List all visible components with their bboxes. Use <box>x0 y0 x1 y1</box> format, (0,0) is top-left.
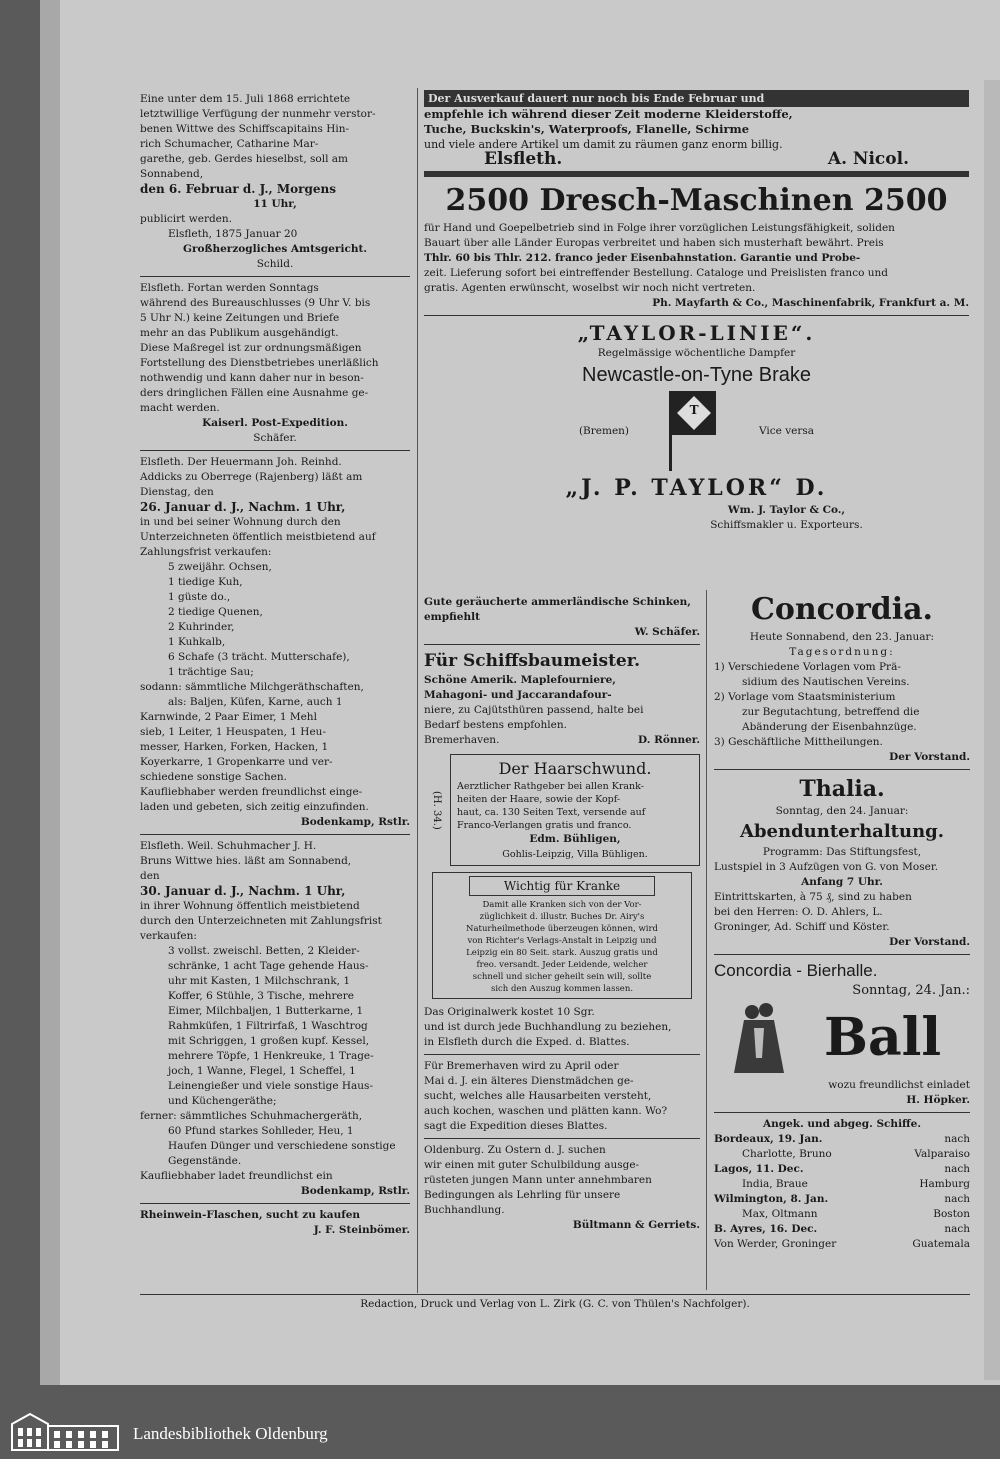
text-line: gratis. Agenten erwünscht, woselbst wir noch nicht vertreten. <box>424 282 756 294</box>
text-line: nothwendig und kann daher nur in beson- <box>140 372 364 384</box>
text-line: heiten der Haare, sowie der Kopf- <box>457 794 621 805</box>
notice-auction-addicks <box>140 455 410 830</box>
text-line: ferner: sämmtliches Schuhmachergeräth, <box>140 1110 363 1122</box>
text-line: Vice versa <box>759 424 815 437</box>
ship-port: B. Ayres, 16. Dec. <box>714 1223 818 1235</box>
text-line: Mai d. J. ein älteres Dienstmädchen ge- <box>424 1075 634 1087</box>
text-line: für Hand und Goepelbetrieb sind in Folge ihrer vorzüglichen Leistungsfähigkeit, soliden <box>424 222 895 234</box>
text-line: sodann: sämmtliche Milchgeräthschaften, <box>140 681 364 693</box>
ad-name: A. Nicol. <box>827 149 909 169</box>
text-line: schiedene sonstige Sachen. <box>140 771 287 783</box>
list-item: schränke, 1 acht Tage gehende Haus- <box>168 960 369 972</box>
ad-dienstmaedchen <box>424 1059 700 1134</box>
ad-title: „TAYLOR-LINIE“. <box>577 321 816 345</box>
text-line: Regelmässige wöchentliche Dampfer <box>597 347 796 359</box>
signature: Ph. Mayfarth & Co., Maschinenfabrik, Frankfurt a. M. <box>652 297 969 309</box>
text-line: bei den Herren: O. D. Ahlers, L. <box>714 906 883 918</box>
firm-name: Wm. J. Taylor & Co., <box>727 504 846 516</box>
text-line: und viele andere Artikel um damit zu räumen ganz enorm billig. <box>424 138 783 151</box>
text-line: in und bei seiner Wohnung durch den <box>140 516 341 528</box>
text-line: Programm: Das Stiftungsfest, <box>762 846 922 858</box>
ad-schinken <box>424 595 700 640</box>
signature: Edm. Bühligen, <box>529 833 621 845</box>
divider <box>140 1203 410 1204</box>
text-line: garethe, geb. Gerdes hieselbst, soll am <box>140 153 348 165</box>
text-line: Elsfleth. Der Heuermann Joh. Reinhd. <box>140 456 342 468</box>
text-line: Naturheilmethode überzeugen können, wird <box>466 924 658 934</box>
text-line: sagt die Expedition dieses Blattes. <box>424 1120 608 1132</box>
text-line: Tagesordnung: <box>789 646 895 658</box>
text-line: haut, ca. 130 Seiten Text, versende auf <box>457 807 646 818</box>
list-item: 2) Vorlage vom Staatsministerium <box>714 691 896 703</box>
ad-lehrling <box>424 1143 700 1233</box>
notice-date: 26. Januar d. J., Nachm. 1 Uhr, <box>140 500 346 514</box>
route: Newcastle-on-Tyne Brake <box>582 364 811 386</box>
ship-name: Max, Oltmann <box>742 1208 818 1220</box>
text-line: Sonnabend, <box>140 168 204 180</box>
text-line: Thlr. 60 bis Thlr. 212. franco jeder Eisenbahnstation. Garantie und Probe- <box>424 252 861 264</box>
ad-thalia <box>714 774 970 950</box>
text-line: in ihrer Wohnung öffentlich meistbietend <box>140 900 360 912</box>
divider <box>140 450 410 451</box>
text-line: rich Schumacher, Catharine Mar- <box>140 138 319 150</box>
text-line: Kaufliebhaber ladet freundlichst ein <box>140 1170 333 1182</box>
signature: Kaiserl. Post-Expedition. <box>202 417 348 429</box>
text-line: Bauart über alle Länder Europas verbreitet und haben sich musterhaft bewährt. Preis <box>424 237 884 249</box>
text-line: Sonntag, 24. Jan.: <box>852 983 970 998</box>
ship-name: Charlotte, Bruno <box>742 1148 832 1160</box>
text-line: 60 Pfund starkes Sohlleder, Heu, 1 <box>168 1125 354 1137</box>
right-column <box>714 590 970 1252</box>
ad-nicol <box>424 90 969 167</box>
ad-code: (H. 34.) <box>431 790 442 830</box>
text-line: Diese Maßregel ist zur ordnungsmäßigen <box>140 342 362 354</box>
ad-originalwerk <box>424 1005 700 1050</box>
top-ads <box>424 90 969 533</box>
text-line: Karnwinde, 2 Paar Eimer, 1 Mehl <box>140 711 317 723</box>
column-rule <box>706 590 707 1290</box>
divider <box>424 644 700 645</box>
text-line: Franco-Verlangen gratis und franco. <box>457 820 632 831</box>
text-line: rüsteten jungen Mann unter annehmbaren <box>424 1174 652 1186</box>
text-line: (Bremen) <box>578 424 630 437</box>
text-line: Bruns Wittwe hies. läßt am Sonnabend, <box>140 855 352 867</box>
library-name: Landesbibliothek Oldenburg <box>133 1424 328 1443</box>
imprint-text: Redaction, Druck und Verlag von L. Zirk (G. C. von Thülen's Nachfolger). <box>360 1298 750 1310</box>
imprint <box>140 1294 970 1312</box>
text-line: Mahagoni- und Jaccarandafour- <box>424 689 612 701</box>
ship-port: Lagos, 11. Dec. <box>714 1163 804 1175</box>
ad-title: Der Haarschwund. <box>498 759 652 778</box>
ship-dest: nach <box>944 1133 970 1145</box>
ship-dest: nach <box>944 1223 970 1235</box>
text-line: Dienstag, den <box>140 486 214 498</box>
ad-title: 2500 Dresch-Maschinen 2500 <box>445 183 948 218</box>
signature: D. Rönner. <box>638 734 700 746</box>
text-line: Haufen Dünger und verschiedene sonstige <box>168 1140 396 1152</box>
text-line: Rheinwein-Flaschen, sucht zu kaufen <box>140 1209 361 1221</box>
divider <box>714 1112 970 1113</box>
divider <box>714 954 970 955</box>
text-line: Zahlungsfrist verkaufen: <box>140 546 272 558</box>
ad-concordia <box>714 590 970 765</box>
text-line: wir einen mit guter Schulbildung ausge- <box>424 1159 640 1171</box>
list-item: zur Begutachtung, betreffend die <box>742 706 920 718</box>
list-item: 1 tiedige Kuh, <box>168 576 243 588</box>
left-column <box>140 92 410 1238</box>
text-line: sieb, 1 Leiter, 1 Heuspaten, 1 Heu- <box>140 726 326 738</box>
notice-date: 30. Januar d. J., Nachm. 1 Uhr, <box>140 884 346 898</box>
text-line: Kaufliebhaber werden freundlichst einge- <box>140 786 363 798</box>
notice-rheinwein <box>140 1208 410 1238</box>
text-line: Für Bremerhaven wird zu April oder <box>424 1060 619 1072</box>
divider <box>424 1054 700 1055</box>
text-line: 5 Uhr N.) keine Zeitungen und Briefe <box>140 312 340 324</box>
list-item: 6 Schafe (3 trächt. Mutterschafe), <box>168 651 350 663</box>
list-item: 5 zweijähr. Ochsen, <box>168 561 272 573</box>
list-item: sidium des Nautischen Vereins. <box>742 676 910 688</box>
ad-title: Thalia. <box>799 776 885 802</box>
list-item: Eimer, Milchbaljen, 1 Butterkarne, 1 <box>168 1005 364 1017</box>
text-line: Addicks zu Oberrege (Rajenberg) läßt am <box>140 471 363 483</box>
ship-dest: nach <box>944 1163 970 1175</box>
text-line: schnell und sicher geheilt sein will, sollte <box>472 972 652 982</box>
signature-name: Schäfer. <box>253 432 297 444</box>
text-line: Fortstellung des Dienstbetriebes unerläßlich <box>140 357 379 369</box>
list-item: 3 vollst. zweischl. Betten, 2 Kleider- <box>168 945 360 957</box>
text-line: Oldenburg. Zu Ostern d. J. suchen <box>424 1144 606 1156</box>
ship-port: Bordeaux, 19. Jan. <box>714 1133 823 1145</box>
list-item: mehrere Töpfe, 1 Henkreuke, 1 Trage- <box>168 1050 374 1062</box>
text-line: Eintrittskarten, à 75 ₰, sind zu haben <box>714 891 912 903</box>
list-item: 2 Kuhrinder, <box>168 621 235 633</box>
ad-taylor-linie <box>424 320 969 533</box>
divider <box>424 1138 700 1139</box>
text-line: Damit alle Kranken sich von der Vor- <box>482 900 642 910</box>
text-line: von Richter's Verlags-Anstalt in Leipzig und <box>467 936 657 946</box>
text-line: Gute geräucherte ammerländische Schinken, empfiehlt <box>424 596 691 623</box>
signature: Der Vorstand. <box>889 936 970 948</box>
signature: Bültmann & Gerriets. <box>572 1219 700 1231</box>
text-line: den <box>140 870 160 882</box>
text-line: empfehle ich während dieser Zeit moderne Kleiderstoffe, <box>424 107 793 121</box>
list-item: mit Schriggen, 1 großen kupf. Kessel, <box>168 1035 370 1047</box>
text-line: Groninger, Ad. Schiff und Köster. <box>714 921 890 933</box>
text-line: laden und gebeten, sich zeitig einzufinden. <box>140 801 369 813</box>
text-line: Schöne Amerik. Maplefourniere, <box>424 674 616 686</box>
text-line: als: Baljen, Küfen, Karne, auch 1 <box>168 696 343 708</box>
text-line: benen Wittwe des Schiffscapitains Hin- <box>140 123 350 135</box>
list-item: 2 tiedige Quenen, <box>168 606 263 618</box>
ad-place: Elsfleth. <box>484 149 563 169</box>
divider <box>424 171 969 177</box>
text-line: Buchhandlung. <box>424 1204 505 1216</box>
list-item: 1 trächtige Sau; <box>168 666 254 678</box>
middle-column <box>424 595 700 1233</box>
text-line: Lustspiel in 3 Aufzügen von G. von Moser. <box>714 861 939 873</box>
text-line: auch kochen, waschen und plätten kann. Wo? <box>424 1105 668 1117</box>
notice-date: den 6. Februar d. J., Morgens <box>140 182 336 196</box>
ship-dest: Boston <box>933 1208 970 1220</box>
ad-title: Für Schiffsbaumeister. <box>424 651 641 671</box>
ship-name: Von Werder, Groninger <box>714 1238 837 1250</box>
list-item: Rahmküfen, 1 Filtrirfaß, 1 Waschtrog <box>168 1020 368 1032</box>
ball-title: Ball <box>824 1007 942 1068</box>
list-item: joch, 1 Wanne, Flegel, 1 Scheffel, 1 <box>168 1065 356 1077</box>
text-line: Das Originalwerk kostet 10 Sgr. <box>424 1006 595 1018</box>
ship-dest: Hamburg <box>919 1178 970 1190</box>
text-line: publicirt werden. <box>140 213 232 225</box>
flag-icon <box>669 391 719 471</box>
ship-dest: Valparaiso <box>914 1148 970 1160</box>
text-line: durch den Unterzeichneten mit Zahlungsfrist <box>140 915 382 927</box>
notice-post <box>140 281 410 446</box>
list-item: 1 Kuhkalb, <box>168 636 226 648</box>
ad-title: Concordia - Bierhalle. <box>714 961 878 980</box>
ship-dest: nach <box>944 1193 970 1205</box>
list-item: Abänderung der Eisenbahnzüge. <box>742 721 917 733</box>
ad-dreschmaschinen <box>424 181 969 311</box>
ad-wichtig-fuer-kranke <box>432 872 692 999</box>
divider <box>140 834 410 835</box>
company-name: „J. P. TAYLOR“ D. <box>565 475 828 501</box>
text-line: in Elsfleth durch die Exped. d. Blattes. <box>424 1036 630 1048</box>
signature: Großherzogliches Amtsgericht. <box>183 243 367 255</box>
text-line: sich den Auszug kommen lassen. <box>490 984 634 994</box>
ad-schiffsbaumeister <box>424 649 700 748</box>
divider <box>714 769 970 770</box>
dancing-couple-icon <box>714 998 804 1078</box>
text-line: Aerztlicher Rathgeber bei allen Krank- <box>457 781 644 792</box>
text-line: Elsfleth. Fortan werden Sonntags <box>140 282 319 294</box>
notice-testament <box>140 92 410 272</box>
signature: Bodenkamp, Rstlr. <box>300 1185 410 1197</box>
section-title: Angek. und abgeg. Schiffe. <box>762 1118 922 1130</box>
signature: Bodenkamp, Rstlr. <box>300 816 410 828</box>
event-title: Abendunterhaltung. <box>739 821 945 842</box>
text-line: Anfang 7 Uhr. <box>801 876 883 888</box>
ship-port: Wilmington, 8. Jan. <box>714 1193 829 1205</box>
ships-list <box>714 1117 970 1252</box>
text-line: niere, zu Cajütsthüren passend, halte bei <box>424 704 644 716</box>
text-line: und ist durch jede Buchhandlung zu beziehen, <box>424 1021 672 1033</box>
text-line: Bedingungen als Lehrling für unsere <box>424 1189 621 1201</box>
next-page-edge <box>984 80 1000 1380</box>
list-item: 1) Verschiedene Vorlagen vom Prä- <box>714 661 901 673</box>
text-line: Elsfleth, 1875 Januar 20 <box>168 228 298 240</box>
text-line: Eine unter dem 15. Juli 1868 errichtete <box>140 93 351 105</box>
text-line: letztwillige Verfügung der nunmehr verstor- <box>140 108 376 120</box>
text-line: Gohlis-Leipzig, Villa Bühligen. <box>502 849 648 860</box>
ad-place: Bremerhaven. <box>424 734 500 746</box>
text-line: Tuche, Buckskin's, Waterproofs, Flanelle, Schirme <box>424 122 750 136</box>
text-line: mehr an das Publikum ausgehändigt. <box>140 327 339 339</box>
text-line: züglichkeit d. illustr. Buches Dr. Airy's <box>479 912 645 922</box>
text-line: Sonntag, den 24. Januar: <box>775 805 909 817</box>
text-line: macht werden. <box>140 402 220 414</box>
signature: W. Schäfer. <box>634 626 700 638</box>
flag-letter: T <box>689 403 699 417</box>
ad-title: Concordia. <box>750 592 934 627</box>
text-line: ders dringlichen Fällen eine Ausnahme ge- <box>140 387 369 399</box>
ad-title: Wichtig für Kranke <box>469 876 655 896</box>
text-line: Unterzeichneten öffentlich meistbietend auf <box>140 531 376 543</box>
signature: H. Höpker. <box>906 1094 970 1106</box>
text-line: freo. versandt. Jeder Leidende, welcher <box>476 960 648 970</box>
list-item: und Küchengeräthe; <box>168 1095 277 1107</box>
list-item: 1 güste do., <box>168 591 231 603</box>
text-line: sucht, welches alle Hausarbeiten versteht, <box>424 1090 652 1102</box>
text-line: während des Bureauschlusses (9 Uhr V. bis <box>140 297 371 309</box>
divider <box>140 276 410 277</box>
text-line: Heute Sonnabend, den 23. Januar: <box>749 631 935 643</box>
list-item: 3) Geschäftliche Mittheilungen. <box>714 736 883 748</box>
library-building-icon <box>10 1410 120 1452</box>
ad-concordia-bierhalle <box>714 959 970 1108</box>
text-line: Der Ausverkauf dauert nur noch bis Ende Februar und <box>424 90 969 107</box>
text-line: Gegenstände. <box>168 1155 242 1167</box>
text-line: verkaufen: <box>140 930 197 942</box>
notice-time: 11 Uhr, <box>253 198 297 210</box>
divider <box>424 315 969 316</box>
signature-name: Schild. <box>256 258 294 270</box>
ad-haarschwund <box>450 754 700 866</box>
text-line: zeit. Lieferung sofort bei eintreffender Bestellung. Cataloge und Preislisten franco und <box>424 267 888 279</box>
list-item: Leinengießer und viele sonstige Haus- <box>168 1080 373 1092</box>
list-item: Koffer, 6 Stühle, 3 Tische, mehrere <box>168 990 355 1002</box>
text-line: messer, Harken, Forken, Hacken, 1 <box>140 741 329 753</box>
column-rule <box>417 88 418 1293</box>
text-line: Leipzig ein 80 Seit. stark. Auszug gratis und <box>466 948 658 958</box>
text-line: Schiffsmakler u. Exporteurs. <box>710 519 863 531</box>
list-item: uhr mit Kasten, 1 Milchschrank, 1 <box>168 975 351 987</box>
notice-auction-bruns <box>140 839 410 1199</box>
text-line: wozu freundlichst einladet <box>828 1079 970 1091</box>
ship-dest: Guatemala <box>912 1238 970 1250</box>
text-line: Koyerkarre, 1 Gropenkarre und ver- <box>140 756 333 768</box>
signature: Der Vorstand. <box>889 751 970 763</box>
ship-name: India, Braue <box>742 1178 808 1190</box>
text-line: Bedarf bestens empfohlen. <box>424 719 567 731</box>
text-line: Elsfleth. Weil. Schuhmacher J. H. <box>140 840 317 852</box>
signature: J. F. Steinbömer. <box>313 1224 410 1236</box>
